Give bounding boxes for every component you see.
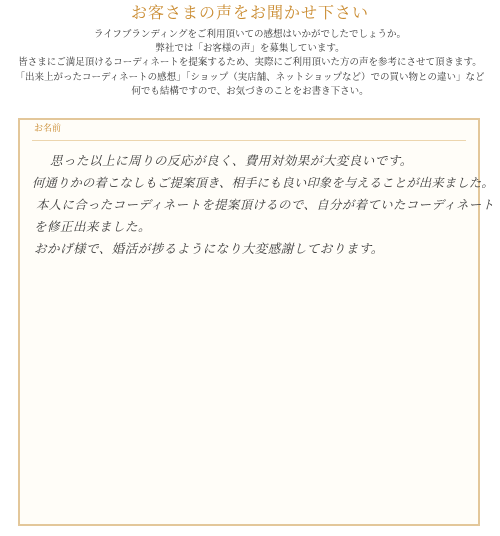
comment-line-3: 本人に合ったコーディネートを提案頂けるので、自分が着ていたコーディネート xyxy=(36,198,495,212)
name-field-label: お名前 xyxy=(34,124,62,134)
intro-line-3: 皆さまにご満足頂けるコーディネートを提案するため、実際にご利用頂いた方の声を参考にさせて頂きます。 xyxy=(18,57,482,69)
intro-text xyxy=(0,28,500,99)
comment-form-box[interactable] xyxy=(18,118,495,526)
handwritten-comment xyxy=(30,150,495,260)
intro-line-2: 弊社では「お客様の声」を募集しています。 xyxy=(155,43,345,55)
page-title: お客さまの声をお聞かせ下さい xyxy=(130,3,369,22)
name-field-underline xyxy=(32,140,466,141)
comment-line-2: 何通りかの着こなしもご提案頂き、相手にも良い印象を与えることが出来ました。 xyxy=(32,176,494,190)
comment-line-1: 思った以上に周りの反応が良く、費用対効果が大変良いです。 xyxy=(50,153,413,168)
intro-line-1: ライフブランディングをご利用頂いての感想はいかがでしたでしょうか。 xyxy=(94,29,406,40)
intro-line-4: 「出来上がったコーディネートの感想」「ショップ（実店舗、ネットショップなど）での買い物との違い」など xyxy=(15,71,485,83)
comment-line-5: おかげ様で、婚活が捗るようになり大変感謝しております。 xyxy=(34,241,384,256)
intro-line-5: 何でも結構ですので、お気づきのことをお書き下さい。 xyxy=(131,85,369,97)
comment-line-4: を修正出来ました。 xyxy=(34,219,152,234)
